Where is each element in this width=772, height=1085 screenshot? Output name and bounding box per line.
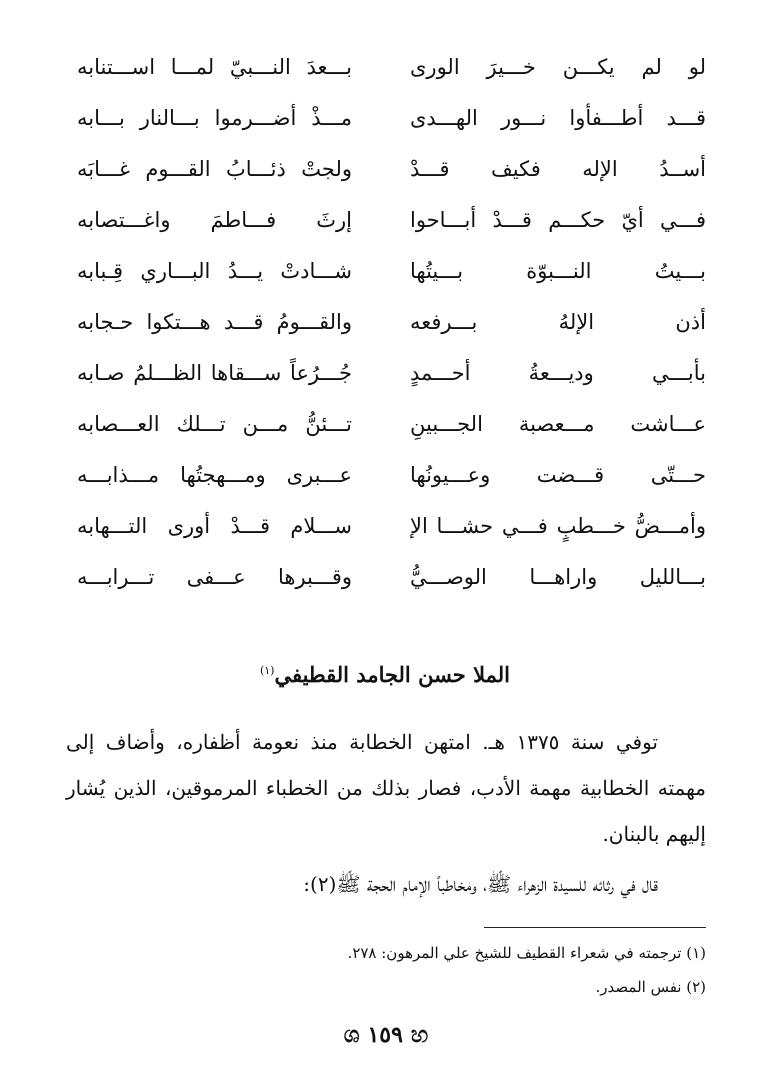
page-number: ١٥٩ (367, 1022, 403, 1048)
verse-first-hemistich: بأبـــي وديـــعةُ أحـــمدٍ (410, 361, 706, 385)
footnote-2: (٢) نفس المصدر. (595, 978, 706, 996)
footnote-divider (484, 927, 706, 928)
verse (0, 93, 772, 144)
ornament-left-icon: ශ (343, 1022, 360, 1048)
biography (66, 719, 706, 907)
footnote-1: (١) ترجمته في شعراء القطيف للشيخ علي المرهون: ٢٧٨. (347, 944, 706, 962)
verse (0, 246, 772, 297)
verse-second-hemistich: بـــعدَ النـــبيّ لمـــا اســـتنابه (77, 55, 352, 79)
verse-second-hemistich: ولجتْ ذئـــابُ القـــوم غـــابَه (77, 157, 352, 181)
bio-paragraph: توفي سنة ١٣٧٥ هـ. امتهن الخطابة منذ نعومة أظفاره، وأضاف إلى مهمته الخطابية مهمة الأدب، فصار بذلك من الخطباء المرموقين، الذين يُشار إليهم بالبنان. (66, 730, 706, 846)
verse-first-hemistich: لو لم يكـــن خـــيرَ الورى (410, 55, 706, 79)
verse-second-hemistich: تـــئنُّ مـــن تـــلك العـــصابه (77, 412, 352, 436)
verse (0, 552, 772, 603)
verse-first-hemistich: حـــتّى قـــضت وعـــيونُها (410, 463, 706, 487)
verse-first-hemistich: عـــاشت مـــعصبة الجـــبينِ (410, 412, 706, 436)
ornament-right-icon: හ (410, 1022, 429, 1048)
verse (0, 501, 772, 552)
footnote-ref-1: (١) (259, 664, 275, 677)
verse-first-hemistich: أذن الإلهُ بـــرفعه (410, 310, 706, 334)
verse (0, 348, 772, 399)
verse (0, 399, 772, 450)
verse (0, 297, 772, 348)
verse-first-hemistich: وأمـــضُّ خـــطبٍ فـــي حشـــا الإ (410, 514, 706, 538)
verse-second-hemistich: والقـــومُ قـــد هـــتكوا حـجابه (77, 310, 352, 334)
verse-first-hemistich: بـــيتُ النـــبوّة بـــيتُها (410, 259, 706, 283)
section-title (260, 662, 510, 687)
verse-second-hemistich: جُـــرُعاً ســـقاها الظـــلمُ صـابه (77, 361, 352, 385)
verse (0, 42, 772, 93)
verse-second-hemistich: إرثَ فـــاطمَ واغـــتصابه (77, 208, 352, 232)
verse-first-hemistich: فـــي أيّ حكـــم قـــدْ أبـــاحوا (410, 208, 706, 232)
verse-second-hemistich: شـــادتْ يـــدُ البـــاري قِـبابه (77, 259, 352, 283)
poet-name: الملا حسن الجامد القطيفي (274, 662, 510, 687)
verse-second-hemistich: مـــذْ أضـــرموا بـــالنار بـــابه (77, 106, 352, 130)
poem (0, 42, 772, 603)
page-number-footer (0, 1022, 772, 1048)
verse (0, 144, 772, 195)
verse-first-hemistich: أســدُ الإله فكيف قـــدْ (410, 157, 706, 181)
verse (0, 450, 772, 501)
verse-second-hemistich: ســـلام قـــدْ أورى التـــهابه (77, 514, 352, 538)
poem-intro: قال في رثائه للسيدة الزهراء ﷺ، ومخاطباً الإمام الحجة ﷺ(٢): (303, 872, 658, 896)
verse-first-hemistich: قـــد أطـــفأوا نـــور الهـــدى (410, 106, 706, 130)
verse-second-hemistich: عـــبرى ومـــهجتُها مـــذابـــه (77, 463, 352, 487)
verse-first-hemistich: بـــالليل واراهـــا الوصـــيُّ (410, 565, 706, 589)
verse-second-hemistich: وقـــبرها عـــفى تـــرابـــه (77, 565, 352, 589)
verse (0, 195, 772, 246)
